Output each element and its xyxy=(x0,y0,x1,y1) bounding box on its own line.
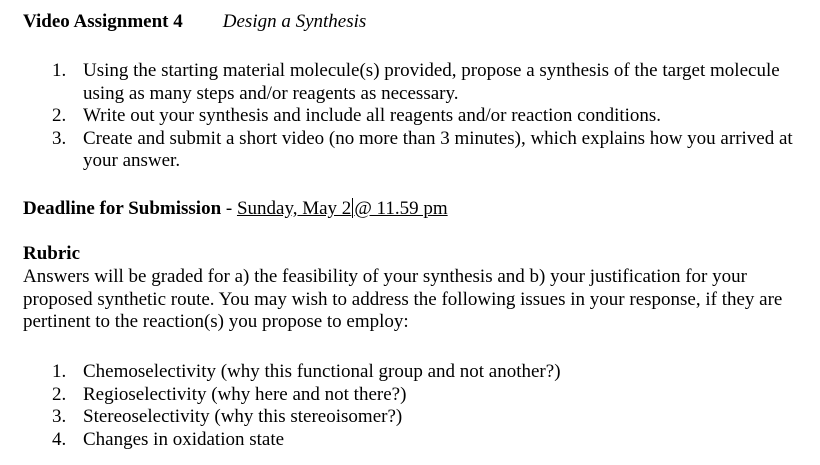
deadline-date-part2: @ 11.59 pm xyxy=(354,198,448,219)
assignment-subtitle: Design a Synthesis xyxy=(222,11,367,32)
rubric-title: Rubric xyxy=(23,243,80,264)
list-item-number: 2. xyxy=(52,105,67,126)
deadline-line xyxy=(23,198,448,221)
list-item-number: 3. xyxy=(52,406,67,427)
list-item xyxy=(52,105,812,128)
list-item-text: Using the starting material molecule(s) provided, propose a synthesis of the target molecule using as many steps and/or reagents as necessary. xyxy=(83,60,780,104)
list-item-number: 1. xyxy=(52,60,67,81)
list-item-text: Regioselectivity (why here and not there?) xyxy=(83,383,407,405)
list-item-text: Stereoselectivity (why this stereoisomer?) xyxy=(83,406,403,427)
instructions-list xyxy=(52,60,812,173)
list-item-number: 1. xyxy=(52,361,67,382)
list-item-number: 3. xyxy=(52,127,67,149)
deadline-date-part1: Sunday, May 2 xyxy=(236,198,352,219)
list-item-text: Changes in oxidation state xyxy=(83,428,285,450)
rubric-text: Answers will be graded for a) the feasibility of your synthesis and b) your justification for your proposed synthetic route. You may wish to address the following issues in your response, if they are pertinent to the reaction(s) you propose to employ: xyxy=(23,266,783,332)
list-item xyxy=(52,128,812,173)
deadline-label: Deadline for Submission xyxy=(23,198,222,219)
list-item-text: Write out your synthesis and include all reagents and/or reaction conditions. xyxy=(83,105,662,126)
list-item-text: Chemoselectivity (why this functional group and not another?) xyxy=(83,361,561,382)
list-item-number: 4. xyxy=(52,428,67,450)
list-item-text: Create and submit a short video (no more than 3 minutes), which explains how you arrived at your answer. xyxy=(83,127,793,171)
deadline-separator: - xyxy=(221,198,237,219)
list-item xyxy=(52,60,812,105)
assignment-heading xyxy=(23,11,366,34)
deadline-date xyxy=(237,198,448,219)
assignment-title: Video Assignment 4 xyxy=(23,11,183,32)
list-item xyxy=(52,384,812,407)
list-item xyxy=(52,429,812,452)
list-item-number: 2. xyxy=(52,383,67,405)
list-item xyxy=(52,361,812,384)
rubric-list xyxy=(52,361,812,451)
list-item xyxy=(52,406,812,429)
